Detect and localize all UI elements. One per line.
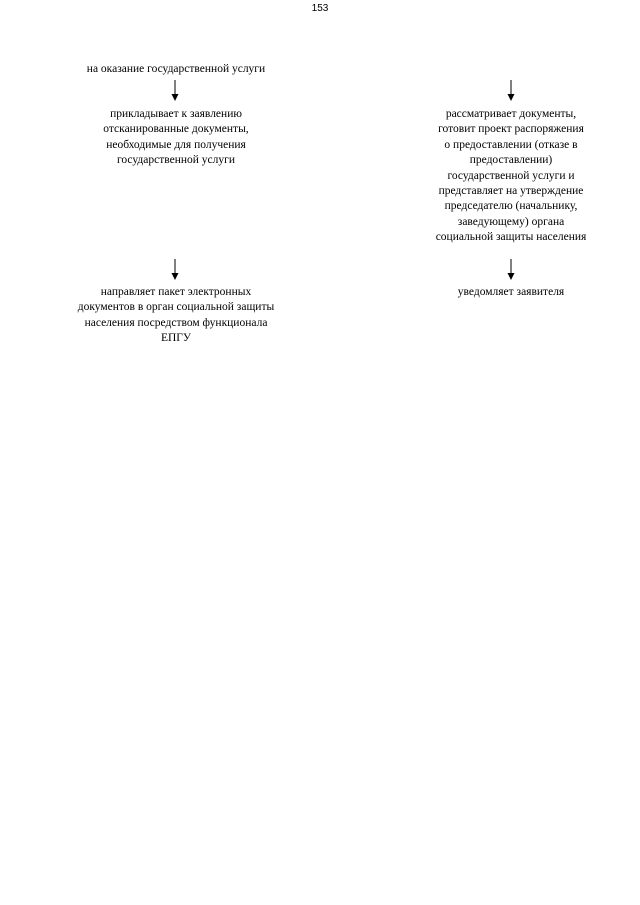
right-node-bottom xyxy=(400,285,622,300)
down-arrow-icon xyxy=(170,259,180,281)
arrow-right-top-to-middle xyxy=(506,80,516,102)
arrow-left-middle-to-bottom xyxy=(170,259,180,281)
text-line: государственной услуги xyxy=(116,154,236,167)
down-arrow-icon xyxy=(170,80,180,102)
text-line: о предоставлении (отказе в xyxy=(444,138,578,151)
text-line: председателю (начальнику, xyxy=(444,200,578,213)
down-arrow-icon xyxy=(506,80,516,102)
right-node-middle xyxy=(400,107,622,246)
text-line: отсканированные документы, xyxy=(103,123,249,136)
text-line: уведомляет заявителя xyxy=(457,286,565,298)
text-line: заведующему) органа xyxy=(457,215,565,228)
down-arrow-icon xyxy=(506,259,516,281)
text-line: населения посредством функционала xyxy=(84,316,268,329)
text-line: социальной защиты населения xyxy=(435,231,587,244)
text-line: предоставлении) xyxy=(469,154,553,167)
text-line: готовит проект распоряжения xyxy=(438,123,584,136)
text-line: ЕПГУ xyxy=(160,332,192,345)
text-line: документов в орган социальной защиты xyxy=(77,301,275,314)
text-line: представляет на утверждение xyxy=(438,185,584,198)
arrow-left-top-to-middle xyxy=(170,80,180,102)
text-line: направляет пакет электронных xyxy=(100,286,252,298)
text-line: необходимые для получения xyxy=(106,138,246,151)
text-line: прикладывает к заявлению xyxy=(110,108,242,120)
text-line: на оказание государственной услуги xyxy=(86,63,266,75)
left-node-top xyxy=(52,62,300,77)
page-number: 153 xyxy=(311,3,329,14)
left-node-bottom xyxy=(52,285,300,347)
text-line: государственной услуги и xyxy=(447,169,575,182)
arrow-right-middle-to-bottom xyxy=(506,259,516,281)
left-node-middle xyxy=(52,107,300,169)
text-line: рассматривает документы, xyxy=(445,108,577,120)
